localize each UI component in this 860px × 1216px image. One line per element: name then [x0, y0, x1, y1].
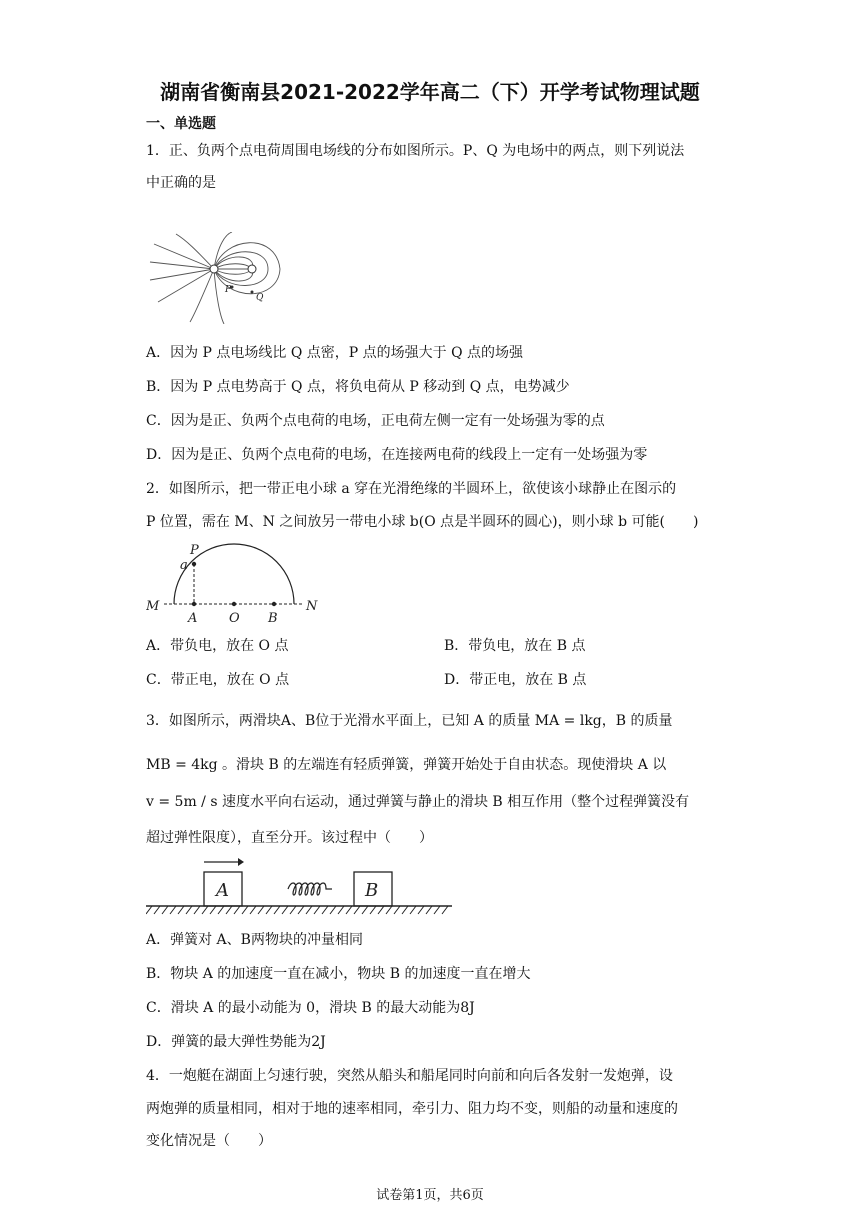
q2-option-d: D．带正电，放在 B 点	[444, 672, 587, 688]
q2-option-b: B．带负电，放在 B 点	[444, 638, 586, 654]
fig-label-block-b: B	[365, 880, 379, 901]
fig-label-m: M	[146, 599, 160, 614]
q2-option-a: A．带负电，放在 O 点	[146, 638, 289, 654]
fig-label-p: P	[225, 285, 232, 295]
q3-option-c: C．滑块 A 的最小动能为 0，滑块 B 的最大动能为8J	[146, 1000, 475, 1016]
spring-blocks-figure	[146, 856, 456, 918]
section-heading: 一、单选题	[146, 116, 216, 132]
q3-option-a: A．弹簧对 A、B两物块的冲量相同	[146, 932, 363, 948]
fig-label-p2: P	[190, 543, 199, 558]
q2-option-c: C．带正电，放在 O 点	[146, 672, 290, 688]
semicircle-ring-figure	[146, 542, 326, 624]
q3-stem-line4: 超过弹性限度），直至分开。该过程中（ ）	[146, 830, 433, 846]
q1-stem-line2: 中正确的是	[146, 175, 216, 191]
q1-option-d: D．因为是正、负两个点电荷的电场，在连接两电荷的线段上一定有一处场强为零	[146, 447, 648, 463]
fig-label-o: O	[229, 611, 240, 624]
fig-label-n: N	[306, 599, 318, 614]
q1-option-a: A．因为 P 点电场线比 Q 点密，P 点的场强大于 Q 点的场强	[146, 345, 524, 361]
q1-option-c: C．因为是正、负两个点电荷的电场，正电荷左侧一定有一处场强为零的点	[146, 413, 605, 429]
q4-stem-line2: 两炮弹的质量相同，相对于地的速率相同，牵引力、阻力均不变，则船的动量和速度的	[146, 1101, 678, 1117]
fig-label-q: Q	[256, 293, 264, 303]
q3-stem-line2: MB = 4kg 。滑块 B 的左端连有轻质弹簧，弹簧开始处于自由状态。现使滑块 A 以	[146, 757, 667, 773]
q3-stem-line3: v = 5m / s 速度水平向右运动，通过弹簧与静止的滑块 B 相互作用（整个过程弹簧没有	[146, 794, 690, 810]
electric-field-lines-figure	[146, 232, 294, 324]
q2-stem-line2: P 位置，需在 M、N 之间放另一带电小球 b(O 点是半圆环的圆心)，则小球 b 可能( )	[146, 514, 699, 530]
fig-label-a-ball: a	[180, 558, 188, 573]
q3-option-d: D．弹簧的最大弹性势能为2J	[146, 1034, 326, 1050]
q3-stem-line1: 3．如图所示，两滑块A、B位于光滑水平面上，已知 A 的质量 MA = lkg，B 的质量	[146, 713, 673, 729]
q4-stem-line3: 变化情况是（ ）	[146, 1133, 272, 1149]
q1-stem-line1: 1．正、负两个点电荷周围电场线的分布如图所示。P、Q 为电场中的两点，则下列说法	[146, 143, 685, 159]
q3-option-b: B．物块 A 的加速度一直在减小，物块 B 的加速度一直在增大	[146, 966, 531, 982]
q4-stem-line1: 4．一炮艇在湖面上匀速行驶，突然从船头和船尾同时向前和向后各发射一发炮弹，设	[146, 1068, 673, 1084]
page-title: 湖南省衡南县2021-2022学年高二（下）开学考试物理试题	[160, 80, 700, 104]
q1-option-b: B．因为 P 点电势高于 Q 点，将负电荷从 P 移动到 Q 点，电势减少	[146, 379, 570, 395]
q2-stem-line1: 2．如图所示，把一带正电小球 a 穿在光滑绝缘的半圆环上，欲使该小球静止在图示的	[146, 481, 677, 497]
page-footer: 试卷第1页，共6页	[376, 1188, 484, 1203]
fig-label-A: A	[188, 611, 198, 624]
fig-label-b: B	[268, 611, 278, 624]
fig-label-block-a: A	[216, 880, 229, 901]
